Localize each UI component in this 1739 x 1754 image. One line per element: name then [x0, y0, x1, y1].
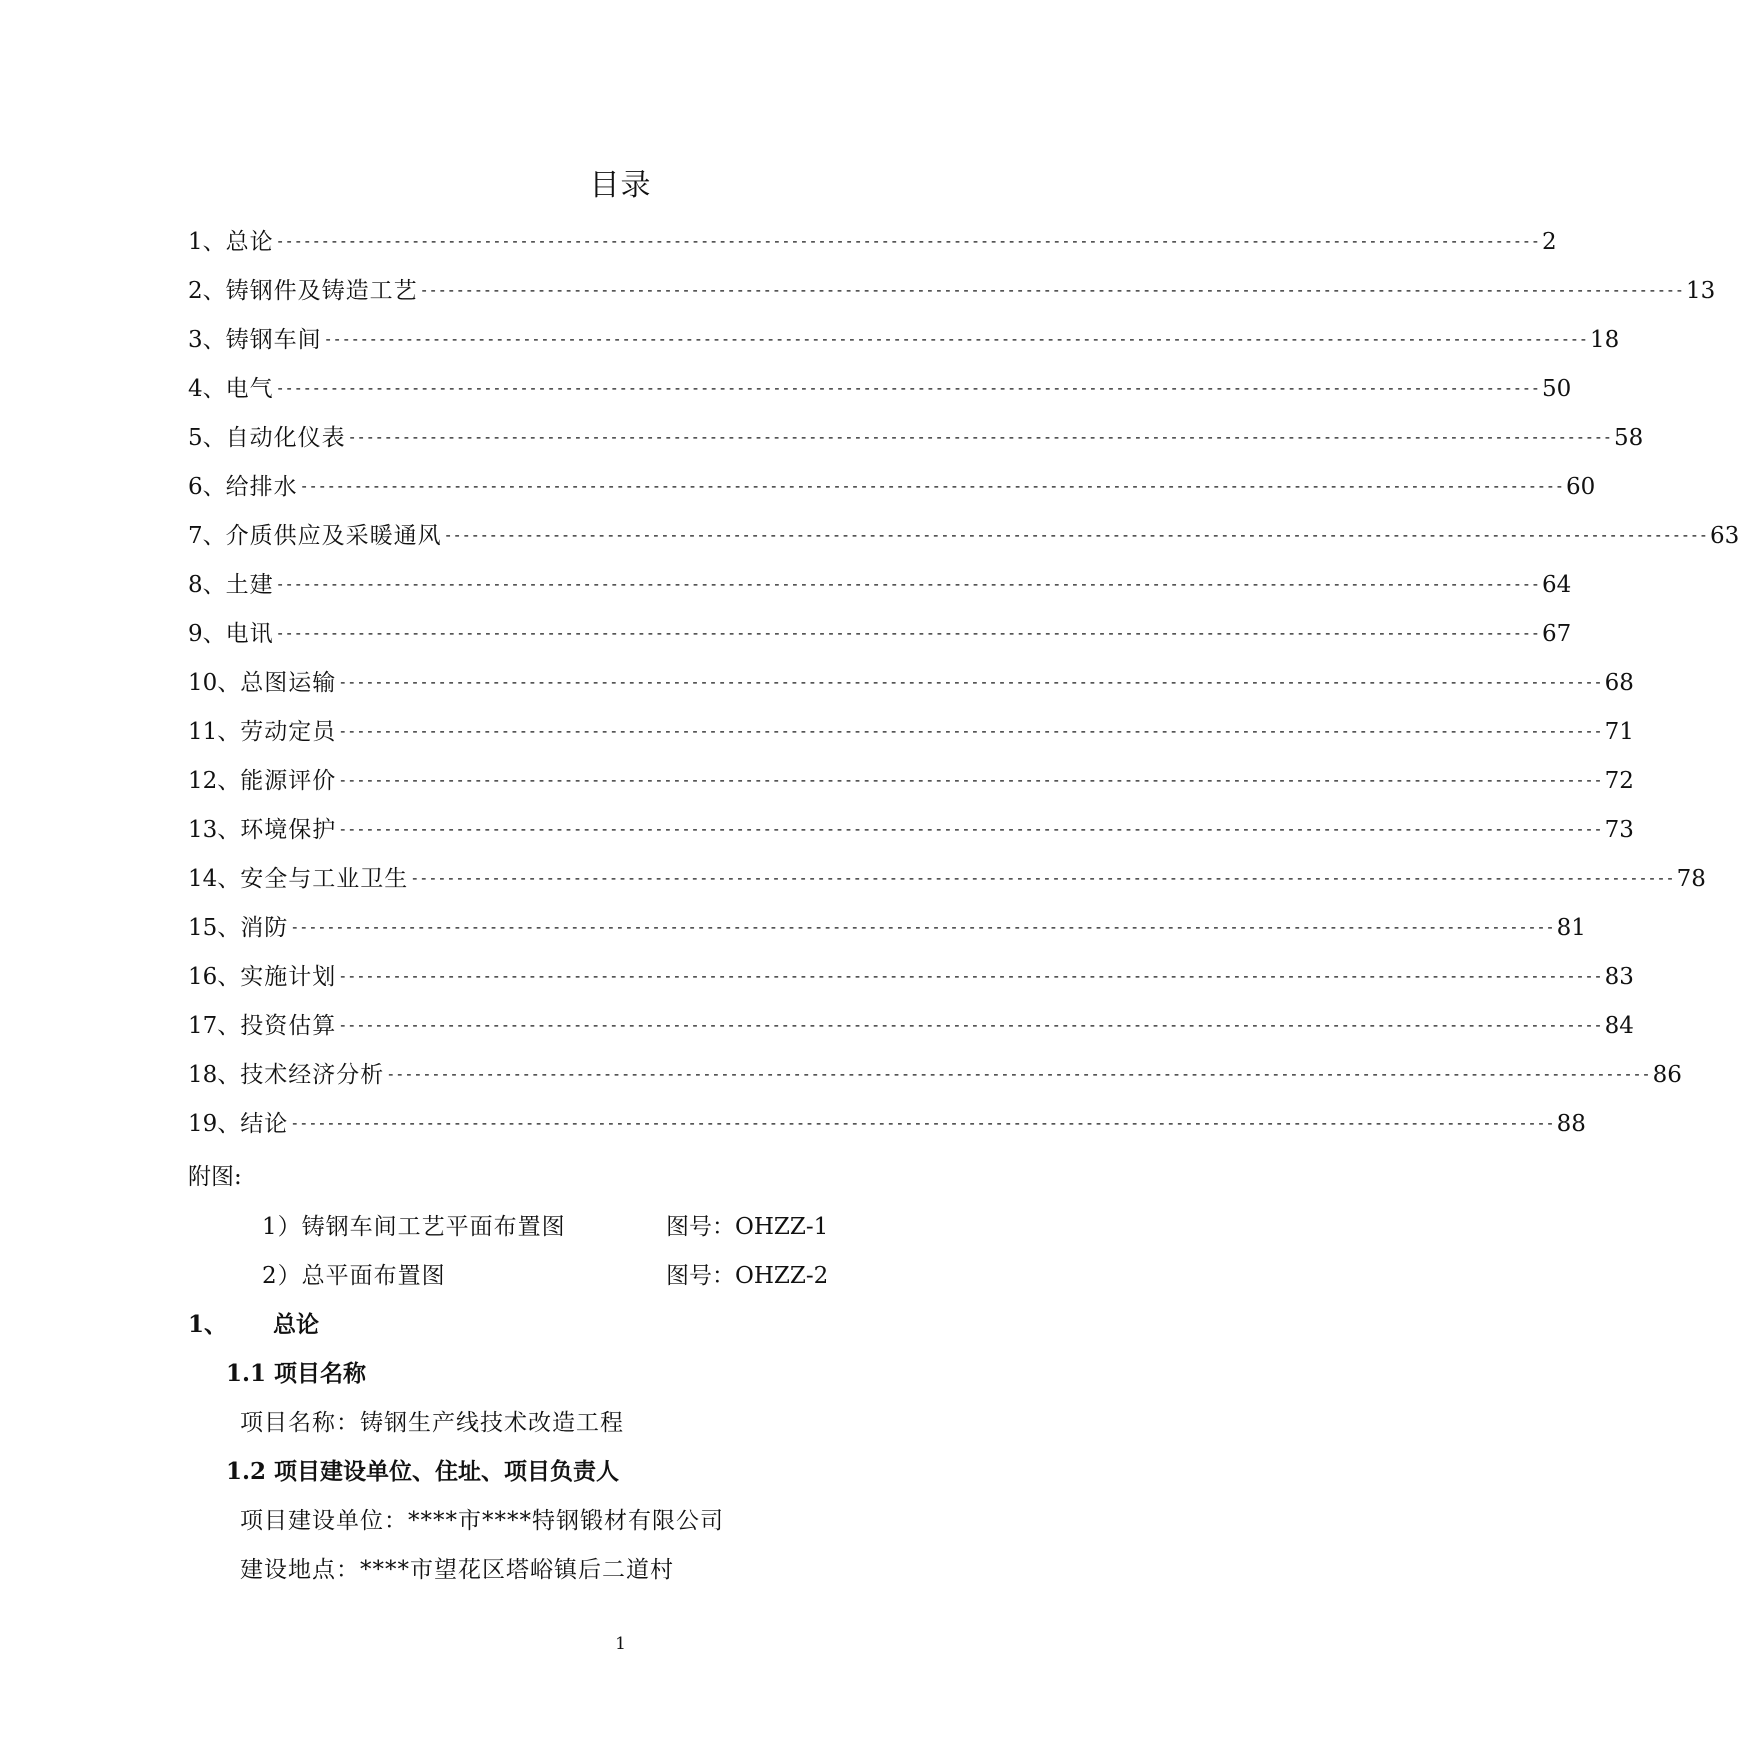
toc-leader: --------------------------------------------------------------------------------------------------------------------------------------------: [347, 428, 1612, 446]
toc-leader: --------------------------------------------------------------------------------------------------------------------------------------------: [299, 477, 1564, 495]
toc-number: 15、: [188, 915, 241, 941]
toc-entry[interactable]: [188, 1007, 1634, 1056]
toc-entry[interactable]: [188, 517, 1739, 566]
toc-page-number: 88: [1556, 1111, 1586, 1137]
toc-entry[interactable]: [188, 664, 1634, 713]
page-number: 1: [615, 1634, 626, 1654]
toc-label: 安全与工业卫生: [240, 866, 409, 892]
toc-leader: --------------------------------------------------------------------------------------------------------------------------------------------: [410, 869, 1675, 887]
toc-label: 电气: [225, 376, 274, 402]
toc-page-number: 81: [1556, 915, 1586, 941]
toc-number: 7、: [188, 523, 226, 549]
toc-leader: --------------------------------------------------------------------------------------------------------------------------------------------: [443, 526, 1708, 544]
appendix-item-code: 图号：OHZZ-1: [666, 1214, 829, 1240]
construction-unit-text: 项目建设单位：****市****特钢锻材有限公司: [240, 1508, 724, 1534]
toc-entry[interactable]: [188, 713, 1634, 762]
toc-page-number: 2: [1541, 229, 1557, 255]
subsection-heading: 1.2 项目建设单位、住址、项目负责人: [226, 1458, 620, 1485]
toc-leader: --------------------------------------------------------------------------------------------------------------------------------------------: [338, 771, 1603, 789]
toc-leader: --------------------------------------------------------------------------------------------------------------------------------------------: [338, 673, 1603, 691]
toc-leader: --------------------------------------------------------------------------------------------------------------------------------------------: [338, 967, 1603, 985]
toc-label: 技术经济分析: [240, 1062, 385, 1088]
toc-leader: --------------------------------------------------------------------------------------------------------------------------------------------: [338, 820, 1603, 838]
toc-label: 能源评价: [240, 768, 337, 794]
section-heading: [188, 1306, 319, 1339]
toc-number: 8、: [188, 572, 226, 598]
toc-number: 19、: [188, 1111, 241, 1137]
toc-page-number: 71: [1604, 719, 1634, 745]
toc-entry[interactable]: [188, 223, 1557, 272]
toc-page-number: 78: [1676, 866, 1706, 892]
toc-leader: --------------------------------------------------------------------------------------------------------------------------------------------: [275, 624, 1540, 642]
toc-page-number: 64: [1541, 572, 1572, 598]
toc-page-number: 58: [1613, 425, 1644, 451]
toc-page-number: 73: [1604, 817, 1634, 843]
toc-number: 13、: [188, 817, 241, 843]
toc-entry[interactable]: [188, 958, 1634, 1007]
toc-number: 18、: [188, 1062, 241, 1088]
toc-page-number: 83: [1604, 964, 1634, 990]
toc-entry[interactable]: [188, 468, 1596, 517]
toc-entry[interactable]: [188, 615, 1572, 664]
toc-entry[interactable]: [188, 909, 1586, 958]
toc-entry[interactable]: [188, 321, 1620, 370]
toc-number: 2、: [188, 278, 226, 304]
toc-leader: --------------------------------------------------------------------------------------------------------------------------------------------: [275, 575, 1540, 593]
appendix-item: [262, 1208, 962, 1241]
toc-entry[interactable]: [188, 272, 1716, 321]
toc-entry[interactable]: [188, 811, 1634, 860]
toc-number: 11、: [188, 719, 241, 745]
toc-number: 17、: [188, 1013, 241, 1039]
toc-label: 劳动定员: [240, 719, 337, 745]
toc-label: 铸钢车间: [225, 327, 322, 353]
table-of-contents: [188, 223, 1739, 1154]
toc-number: 16、: [188, 964, 241, 990]
toc-entry[interactable]: [188, 1056, 1682, 1105]
toc-page-number: 67: [1541, 621, 1572, 647]
toc-label: 实施计划: [240, 964, 337, 990]
appendix-label: 附图:: [188, 1164, 242, 1190]
toc-leader: --------------------------------------------------------------------------------------------------------------------------------------------: [338, 1016, 1603, 1034]
toc-leader: --------------------------------------------------------------------------------------------------------------------------------------------: [275, 379, 1540, 397]
toc-number: 9、: [188, 621, 226, 647]
toc-number: 4、: [188, 376, 226, 402]
toc-entry[interactable]: [188, 762, 1634, 811]
toc-leader: --------------------------------------------------------------------------------------------------------------------------------------------: [386, 1065, 1651, 1083]
toc-page-number: 84: [1604, 1013, 1634, 1039]
toc-label: 总论: [225, 229, 274, 255]
toc-label: 环境保护: [240, 817, 337, 843]
toc-leader: --------------------------------------------------------------------------------------------------------------------------------------------: [290, 1114, 1555, 1132]
toc-leader: --------------------------------------------------------------------------------------------------------------------------------------------: [290, 918, 1555, 936]
toc-page-number: 86: [1652, 1062, 1682, 1088]
toc-entry[interactable]: [188, 1105, 1586, 1154]
subsection-heading: 1.1 项目名称: [226, 1360, 367, 1387]
toc-label: 介质供应及采暖通风: [225, 523, 442, 549]
section-number: 1、: [188, 1311, 228, 1338]
toc-label: 土建: [225, 572, 274, 598]
toc-page-number: 50: [1541, 376, 1572, 402]
toc-entry[interactable]: [188, 419, 1644, 468]
toc-page-number: 68: [1604, 670, 1634, 696]
toc-label: 给排水: [225, 474, 298, 500]
appendix-item-name: 1）铸钢车间工艺平面布置图: [262, 1214, 566, 1240]
toc-leader: --------------------------------------------------------------------------------------------------------------------------------------------: [419, 281, 1684, 299]
toc-label: 结论: [240, 1111, 289, 1137]
construction-site-text: 建设地点：****市望花区塔峪镇后二道村: [240, 1557, 674, 1583]
toc-page-number: 60: [1565, 474, 1596, 500]
toc-leader: --------------------------------------------------------------------------------------------------------------------------------------------: [323, 330, 1588, 348]
toc-leader: --------------------------------------------------------------------------------------------------------------------------------------------: [338, 722, 1603, 740]
toc-number: 5、: [188, 425, 226, 451]
toc-page-number: 13: [1685, 278, 1716, 304]
toc-entry[interactable]: [188, 370, 1572, 419]
project-name-text: 项目名称：铸钢生产线技术改造工程: [240, 1410, 624, 1436]
toc-label: 电讯: [225, 621, 274, 647]
toc-number: 1、: [188, 229, 226, 255]
toc-page-number: 63: [1709, 523, 1739, 549]
toc-page-number: 18: [1589, 327, 1620, 353]
toc-number: 3、: [188, 327, 226, 353]
page-title: 目录: [589, 168, 652, 203]
toc-label: 总图运输: [240, 670, 337, 696]
toc-entry[interactable]: [188, 566, 1572, 615]
toc-entry[interactable]: [188, 860, 1706, 909]
toc-leader: --------------------------------------------------------------------------------------------------------------------------------------------: [275, 232, 1540, 250]
toc-number: 10、: [188, 670, 241, 696]
toc-label: 铸钢件及铸造工艺: [225, 278, 418, 304]
toc-label: 投资估算: [240, 1013, 337, 1039]
toc-number: 12、: [188, 768, 241, 794]
toc-label: 消防: [240, 915, 289, 941]
appendix-item: [262, 1257, 962, 1290]
toc-number: 14、: [188, 866, 241, 892]
toc-number: 6、: [188, 474, 226, 500]
appendix-item-code: 图号：OHZZ-2: [666, 1263, 829, 1289]
appendix-item-name: 2）总平面布置图: [262, 1263, 446, 1289]
section-title: 总论: [273, 1311, 320, 1338]
toc-label: 自动化仪表: [225, 425, 346, 451]
toc-page-number: 72: [1604, 768, 1634, 794]
